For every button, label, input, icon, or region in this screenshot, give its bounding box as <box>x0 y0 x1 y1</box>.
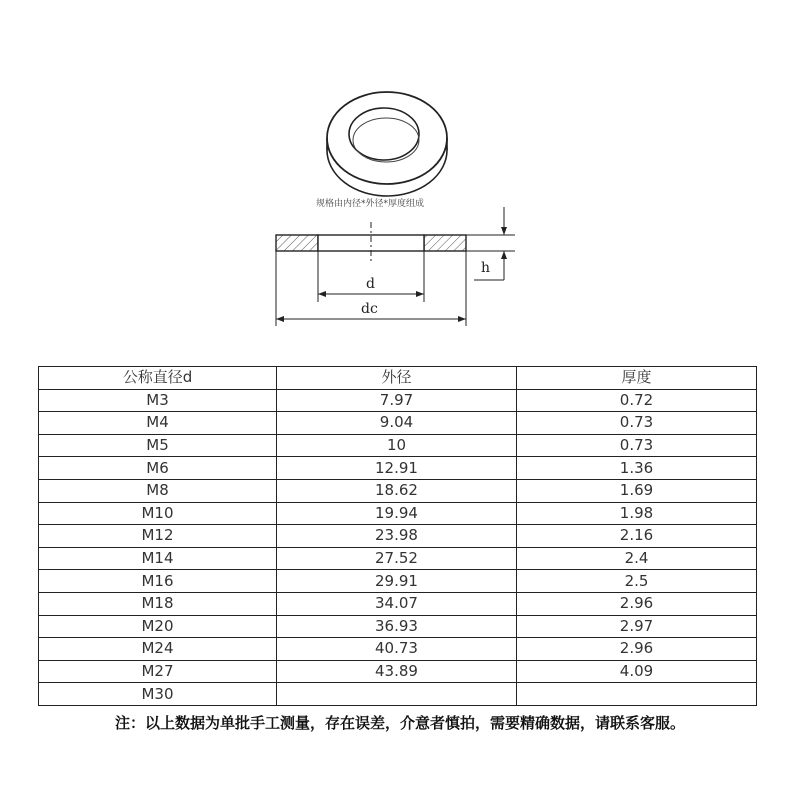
table-header-row <box>39 367 757 390</box>
cell-thickness: 2.16 <box>517 525 757 548</box>
cell-size: M6 <box>39 457 277 480</box>
table-row <box>39 638 757 661</box>
cell-outer: 7.97 <box>277 389 517 412</box>
disclaimer-note: 注：以上数据为单批手工测量，存在误差，介意者慎拍，需要精确数据，请联系客服。 <box>114 714 685 732</box>
cell-outer: 34.07 <box>277 592 517 615</box>
cell-thickness: 2.5 <box>517 570 757 593</box>
cell-outer: 9.04 <box>277 412 517 435</box>
table-row <box>39 479 757 502</box>
cell-outer: 19.94 <box>277 502 517 525</box>
table-row <box>39 434 757 457</box>
diagram-caption: 规格由内径*外径*厚度组成 <box>315 199 424 209</box>
washer-3d-illustration <box>327 92 447 196</box>
cell-size: M16 <box>39 570 277 593</box>
header-thickness: 厚度 <box>517 367 757 390</box>
cell-thickness: 1.36 <box>517 457 757 480</box>
cell-thickness: 2.96 <box>517 592 757 615</box>
cell-thickness: 1.98 <box>517 502 757 525</box>
cell-outer: 27.52 <box>277 547 517 570</box>
dimension-h <box>466 207 515 280</box>
table-row <box>39 660 757 683</box>
cell-size: M3 <box>39 389 277 412</box>
cell-size: M20 <box>39 615 277 638</box>
washer-diagram <box>0 0 800 340</box>
table-row <box>39 547 757 570</box>
table-row <box>39 502 757 525</box>
cell-size: M10 <box>39 502 277 525</box>
cell-outer: 18.62 <box>277 479 517 502</box>
header-outer-diameter: 外径 <box>277 367 517 390</box>
table-row <box>39 389 757 412</box>
table-row <box>39 525 757 548</box>
cell-size: M4 <box>39 412 277 435</box>
table-row <box>39 683 757 706</box>
cell-size: M24 <box>39 638 277 661</box>
spec-table <box>38 366 757 706</box>
cell-thickness: 1.69 <box>517 479 757 502</box>
cell-size: M30 <box>39 683 277 706</box>
cell-outer: 10 <box>277 434 517 457</box>
cell-outer: 29.91 <box>277 570 517 593</box>
cell-thickness: 0.72 <box>517 389 757 412</box>
table-row <box>39 570 757 593</box>
cell-size: M12 <box>39 525 277 548</box>
cell-size: M5 <box>39 434 277 457</box>
cell-thickness: 4.09 <box>517 660 757 683</box>
cell-thickness: 2.97 <box>517 615 757 638</box>
label-dc: dc <box>361 301 378 317</box>
cell-size: M18 <box>39 592 277 615</box>
cell-outer: 36.93 <box>277 615 517 638</box>
cell-size: M14 <box>39 547 277 570</box>
cell-thickness: 2.96 <box>517 638 757 661</box>
header-nominal-diameter: 公称直径d <box>39 367 277 390</box>
table-row <box>39 457 757 480</box>
dimension-d <box>318 251 424 302</box>
cell-thickness: 0.73 <box>517 412 757 435</box>
label-h: h <box>481 260 491 276</box>
label-d: d <box>366 276 375 292</box>
cell-thickness: 0.73 <box>517 434 757 457</box>
cell-outer: 40.73 <box>277 638 517 661</box>
table-row <box>39 615 757 638</box>
cell-outer: 23.98 <box>277 525 517 548</box>
table-row <box>39 592 757 615</box>
cell-thickness: 2.4 <box>517 547 757 570</box>
table-row <box>39 412 757 435</box>
cell-outer <box>277 683 517 706</box>
cell-outer: 43.89 <box>277 660 517 683</box>
cell-size: M27 <box>39 660 277 683</box>
cell-thickness <box>517 683 757 706</box>
washer-cross-section <box>276 222 466 262</box>
cell-outer: 12.91 <box>277 457 517 480</box>
cell-size: M8 <box>39 479 277 502</box>
